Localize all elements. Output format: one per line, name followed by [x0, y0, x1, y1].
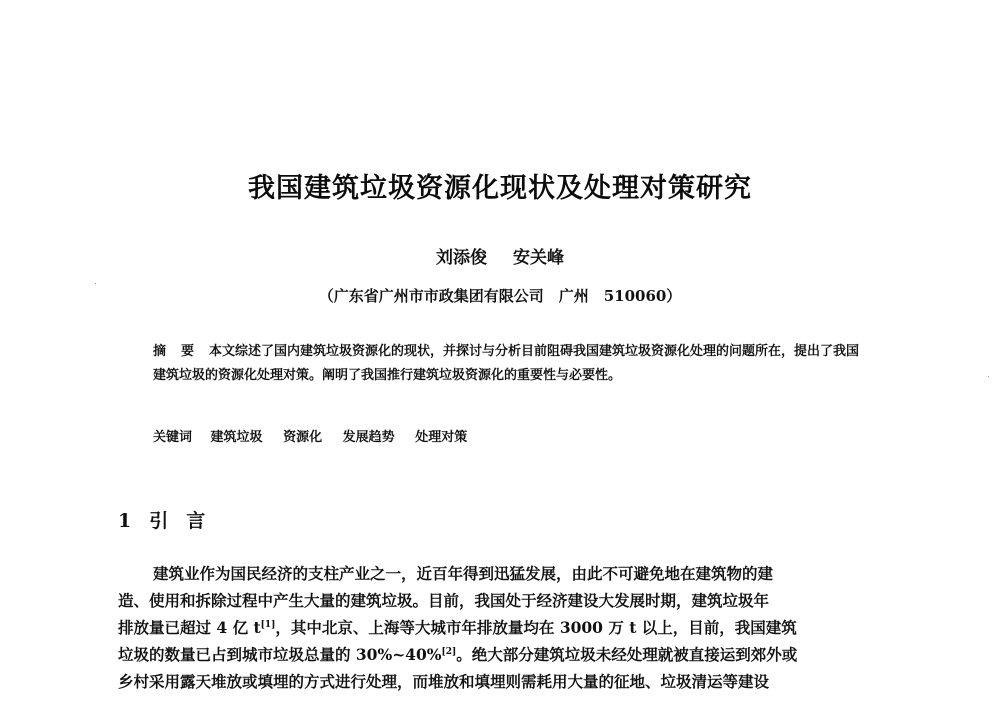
- keyword: 资源化: [283, 430, 323, 445]
- abstract-text: 本文综述了国内建筑垃圾资源化的现状，并探讨与分析目前阻碍我国建筑垃圾资源化处理的问题所在，提出了我国建筑垃圾的资源化处理对策。阐明了我国推行建筑垃圾资源化的重要性与必要性。: [153, 344, 860, 383]
- scan-speck: [95, 283, 96, 284]
- citation-ref: [2]: [441, 647, 457, 657]
- keyword: 发展趋势: [342, 430, 395, 445]
- affiliation: （广东省广州市市政集团有限公司 广州 510060）: [318, 287, 682, 305]
- section-title: 引言: [149, 510, 224, 532]
- body-line: 乡村采用露天堆放或填埋的方式进行处理，而堆放和填埋则需耗用大量的征地、垃圾清运等建设: [118, 672, 770, 691]
- section-heading: [118, 506, 223, 533]
- abstract-label: 摘要: [153, 344, 210, 359]
- body-text-segment: ，其中北京、上海等大城市年排放量均在 3000 万 t 以上，目前，我国建筑: [275, 618, 797, 637]
- abstract: [153, 340, 863, 388]
- body-text-segment: 。绝大部分建筑垃圾未经处理就被直接运到郊外或: [456, 645, 798, 664]
- body-line: [118, 641, 896, 668]
- body-line: 造、使用和拆除过程中产生大量的建筑垃圾。目前，我国处于经济建设大发展时期，建筑垃圾年: [118, 591, 770, 610]
- author-name: 安关峰: [512, 248, 564, 268]
- keywords-label: 关键词: [153, 430, 193, 445]
- citation-ref: [1]: [260, 620, 276, 630]
- author-list: [0, 243, 1000, 268]
- body-text-segment: 垃圾的数量已占到城市垃圾总量的 30%~40%: [118, 645, 442, 664]
- keywords: [153, 426, 863, 445]
- body-text-segment: 排放量已超过 4 亿 t: [118, 618, 261, 637]
- author-name: 刘添俊: [436, 248, 488, 268]
- body-line: 建筑业作为国民经济的支柱产业之一，近百年得到迅猛发展，由此不可避免地在建筑物的建: [153, 564, 774, 583]
- body-paragraph: [118, 560, 896, 695]
- section-number: 1: [118, 510, 132, 532]
- body-line: [118, 614, 896, 641]
- paper-title: 我国建筑垃圾资源化现状及处理对策研究: [248, 173, 752, 204]
- keyword: 建筑垃圾: [210, 430, 263, 445]
- scan-speck: [988, 376, 989, 377]
- keyword: 处理对策: [415, 430, 468, 445]
